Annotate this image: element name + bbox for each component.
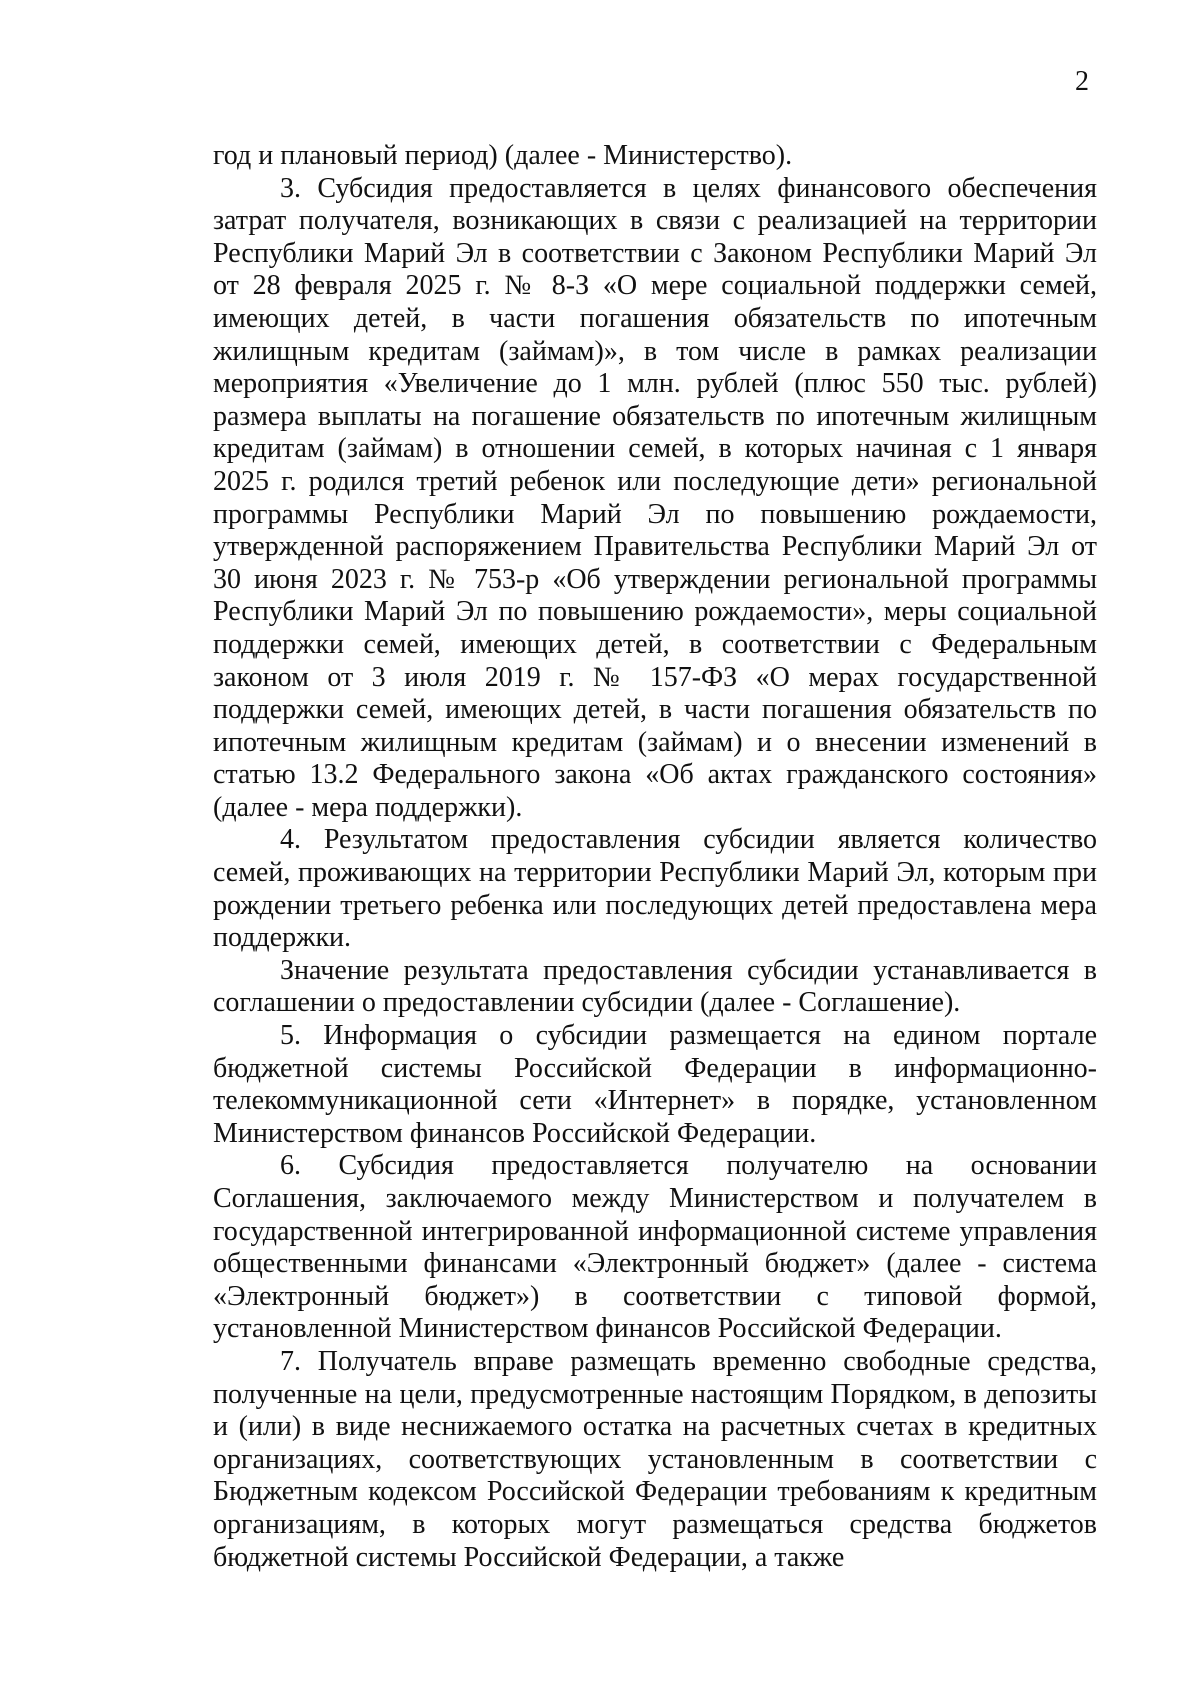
paragraph-item-3: 3. Субсидия предоставляется в целях финансового обеспечения затрат получателя, возникающих в связи с реализацией на территории Республики Марий Эл в соответствии с Законом Республики Марий Эл от 28 февраля 2025 г. № 8-З «О мере социальной поддержки семей, имеющих детей, в части погашения обязательств по ипотечным жилищным кредитам (займам)», в том числе в рамках реализации мероприятия «Увеличение до 1 млн. рублей (плюс 550 тыс. рублей) размера выплаты на погашение обязательств по ипотечным жилищным кредитам (займам) в отношении семей, в которых начиная с 1 января 2025 г. родился третий ребенок или последующие дети» региональной программы Республики Марий Эл по повышению рождаемости, утвержденной распоряжением Правительства Республики Марий Эл от 30 июня 2023 г. № 753-р «Об утверждении региональной программы Республики Марий Эл по повышению рождаемости», меры социальной поддержки семей, имеющих детей, в соответствии с Федеральным законом от 3 июля 2019 г. № 157-ФЗ «О мерах государственной поддержки семей, имеющих детей, в части погашения обязательств по ипотечным жилищным кредитам (займам) и о внесении изменений в статью 13.2 Федерального закона «Об актах гражданского состояния» (далее - мера поддержки). <box>213 172 1097 823</box>
paragraph-item-5: 5. Информация о субсидии размещается на едином портале бюджетной системы Российской Федерации в информационно-телекоммуникационной сети «Интернет» в порядке, установленном Министерством финансов Российской Федерации. <box>213 1020 1097 1149</box>
document-body <box>213 140 1097 1574</box>
page-number: 2 <box>1075 66 1089 97</box>
paragraph-continuation: год и плановый период) (далее - Министерство). <box>213 140 793 171</box>
paragraph-item-6: 6. Субсидия предоставляется получателю на основании Соглашения, заключаемого между Министерством и получателем в государственной интегрированной информационной системе управления общественными финансами «Электронный бюджет» (далее - система «Электронный бюджет») в соответствии с типовой формой, установленной Министерством финансов Российской Федерации. <box>213 1150 1097 1345</box>
paragraph-item-4: 4. Результатом предоставления субсидии является количество семей, проживающих на территории Республики Марий Эл, которым при рождении третьего ребенка или последующих детей предоставлена мера поддержки. <box>213 824 1097 954</box>
paragraph-result-value: Значение результата предоставления субсидии устанавливается в соглашении о предоставлении субсидии (далее - Соглашение). <box>213 954 1097 1019</box>
paragraph-item-7: 7. Получатель вправе размещать временно свободные средства, полученные на цели, предусмотренные настоящим Порядком, в депозиты и (или) в виде неснижаемого остатка на расчетных счетах в кредитных организациях, соответствующих установленным в соответствии с Бюджетным кодексом Российской Федерации требованиям к кредитным организациям, в которых могут размещаться средства бюджетов бюджетной системы Российской Федерации, а также <box>213 1345 1097 1573</box>
